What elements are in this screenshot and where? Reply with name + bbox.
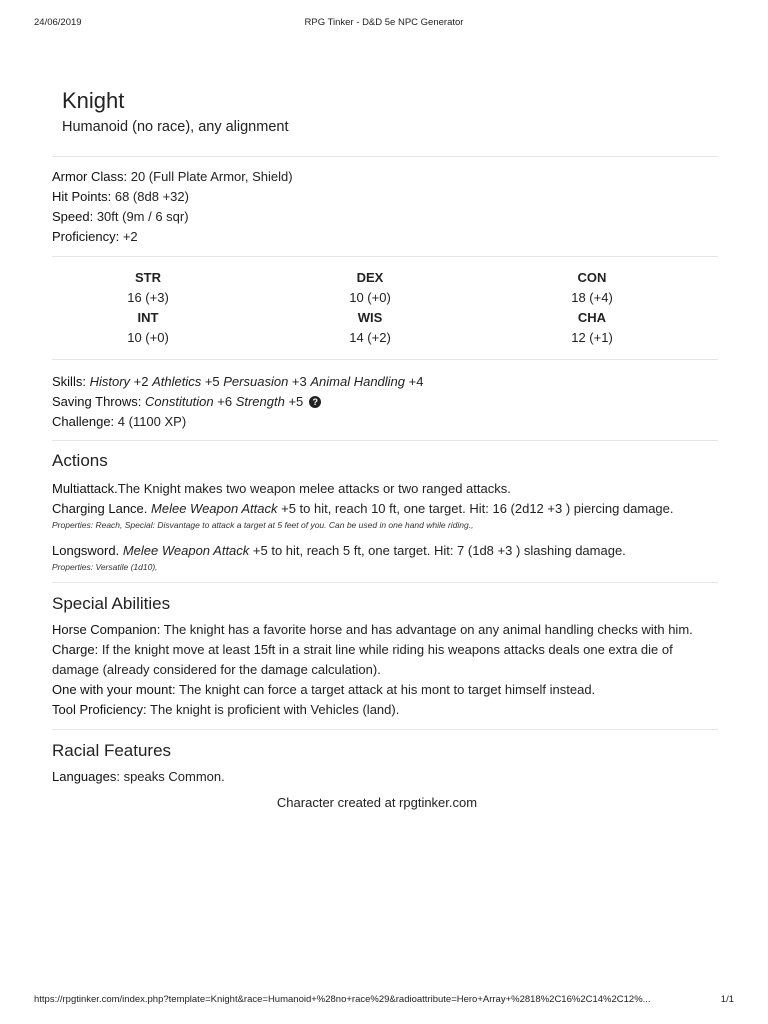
ability-value: 16 (+3) (127, 290, 169, 305)
save-bonus: +5 (284, 394, 304, 409)
skills-line (52, 372, 718, 392)
ability-str (22, 268, 274, 308)
ability-one-with-mount (52, 680, 718, 700)
speed-line (52, 207, 718, 227)
ability-name: INT (137, 310, 159, 325)
npc-stat-block (52, 86, 718, 813)
skill-name: Animal Handling (310, 374, 406, 389)
languages-line (52, 767, 718, 787)
ability-label: Charge: (52, 642, 99, 657)
ability-name: DEX (356, 270, 384, 285)
ability-con (466, 268, 718, 308)
save-name: Constitution (144, 394, 214, 409)
special-abilities-section (52, 592, 718, 720)
ability-name: WIS (357, 310, 383, 325)
action-charging-lance (52, 499, 718, 519)
skill-bonus: +5 (201, 374, 224, 389)
ability-dex (244, 268, 496, 308)
ability-label: One with your mount: (52, 682, 176, 697)
ability-cha (466, 308, 718, 348)
npc-subtitle: Humanoid (no race), any alignment (62, 119, 289, 135)
action-text: The Knight makes two weapon melee attacks or two ranged attacks. (117, 481, 511, 496)
action-longsword (52, 541, 718, 561)
hit-points-label: Hit Points: (52, 189, 112, 204)
ability-value: 14 (+2) (349, 330, 391, 345)
ability-text: If the knight move at least 15ft in a strait line while riding his weapons attacks deals one extra die of (98, 642, 673, 657)
ability-name: CHA (577, 310, 607, 325)
ability-name: CON (577, 270, 607, 285)
proficiency-value: +2 (119, 229, 138, 244)
action-name: Charging Lance. (52, 501, 148, 516)
ability-value: 12 (+1) (571, 330, 613, 345)
site-credit: Character created at rpgtinker.com (276, 795, 478, 810)
armor-class-line (52, 167, 718, 187)
ability-value: 10 (+0) (127, 330, 169, 345)
challenge-value: 4 (1100 XP) (114, 414, 187, 429)
skill-bonus: +4 (405, 374, 424, 389)
ability-text: The knight can force a target attack at his mont to target himself instead. (175, 682, 596, 697)
challenge-line (52, 412, 718, 432)
languages-value: : speaks Common. (116, 769, 225, 784)
ability-name: STR (135, 270, 161, 285)
print-footer (0, 994, 768, 1008)
action-text: +5 to hit, reach 10 ft, one target. Hit: 16 (2d12 +3 ) piercing damage. (277, 501, 674, 516)
ability-label: Horse Companion: (52, 622, 161, 637)
proficiency-line (52, 227, 718, 247)
save-bonus: +6 (213, 394, 236, 409)
skill-name: Persuasion (223, 374, 289, 389)
skill-name: History (89, 374, 131, 389)
languages-label: Languages (52, 769, 117, 784)
print-title: RPG Tinker - D&D 5e NPC Generator (304, 17, 464, 28)
ability-charge-cont: damage (already considered for the damage calculation). (52, 662, 381, 677)
ability-tool-proficiency (52, 700, 718, 720)
armor-class-value: 20 (Full Plate Armor, Shield) (127, 169, 293, 184)
saving-throws-label: Saving Throws: (52, 394, 142, 409)
section-title-special-abilities: Special Abilities (52, 594, 171, 613)
ability-value: 18 (+4) (571, 290, 613, 305)
skill-bonus: +3 (288, 374, 311, 389)
ability-text: The knight is proficient with Vehicles (land). (146, 702, 400, 717)
traits-block (52, 372, 718, 432)
weapon-properties: Properties: Versatile (1d10), (52, 562, 158, 572)
speed-label: Speed: (52, 209, 94, 224)
saving-throws-line (52, 392, 718, 412)
action-multiattack (52, 479, 718, 499)
action-text: +5 to hit, reach 5 ft, one target. Hit: 7 (1d8 +3 ) slashing damage. (249, 543, 626, 558)
ability-value: 10 (+0) (349, 290, 391, 305)
section-title-racial-features: Racial Features (52, 741, 172, 760)
ability-text: The knight has a favorite horse and has advantage on any animal handling checks with him. (160, 622, 693, 637)
basics-block (52, 167, 718, 247)
racial-features-section (52, 739, 718, 813)
question-circle-icon[interactable]: ? (309, 396, 321, 408)
npc-name: Knight (62, 88, 125, 113)
ability-horse-companion (52, 620, 718, 640)
attack-type: Melee Weapon Attack (119, 543, 250, 558)
actions-section (52, 449, 718, 573)
action-name: Longsword. (52, 543, 120, 558)
section-title-actions: Actions (52, 451, 108, 470)
print-header (0, 17, 768, 31)
skill-bonus: +2 (130, 374, 153, 389)
ability-scores (52, 268, 718, 348)
print-page-number: 1/1 (720, 994, 734, 1005)
hit-points-value: 68 (8d8 +32) (111, 189, 189, 204)
save-name: Strength (235, 394, 285, 409)
proficiency-label: Proficiency: (52, 229, 120, 244)
print-date: 24/06/2019 (34, 17, 82, 28)
ability-charge (52, 640, 718, 660)
speed-value: 30ft (9m / 6 sqr) (93, 209, 189, 224)
print-url: https://rpgtinker.com/index.php?template=Knight&race=Humanoid+%28no+race%29&radioattribute=Hero+Array+%2818%2C16%2C14%2C12%... (34, 994, 651, 1005)
ability-label: Tool Proficiency: (52, 702, 147, 717)
attack-type: Melee Weapon Attack (147, 501, 278, 516)
ability-int (22, 308, 274, 348)
skills-label: Skills: (52, 374, 86, 389)
hit-points-line (52, 187, 718, 207)
armor-class-label: Armor Class: (52, 169, 128, 184)
weapon-properties: Properties: Reach, Special: Disvantage to attack a target at 5 feet of you. Can be used in one hand while riding., (52, 520, 474, 530)
action-name: Multiattack. (52, 481, 118, 496)
skill-name: Athletics (152, 374, 202, 389)
challenge-label: Challenge: (52, 414, 115, 429)
ability-wis (244, 308, 496, 348)
